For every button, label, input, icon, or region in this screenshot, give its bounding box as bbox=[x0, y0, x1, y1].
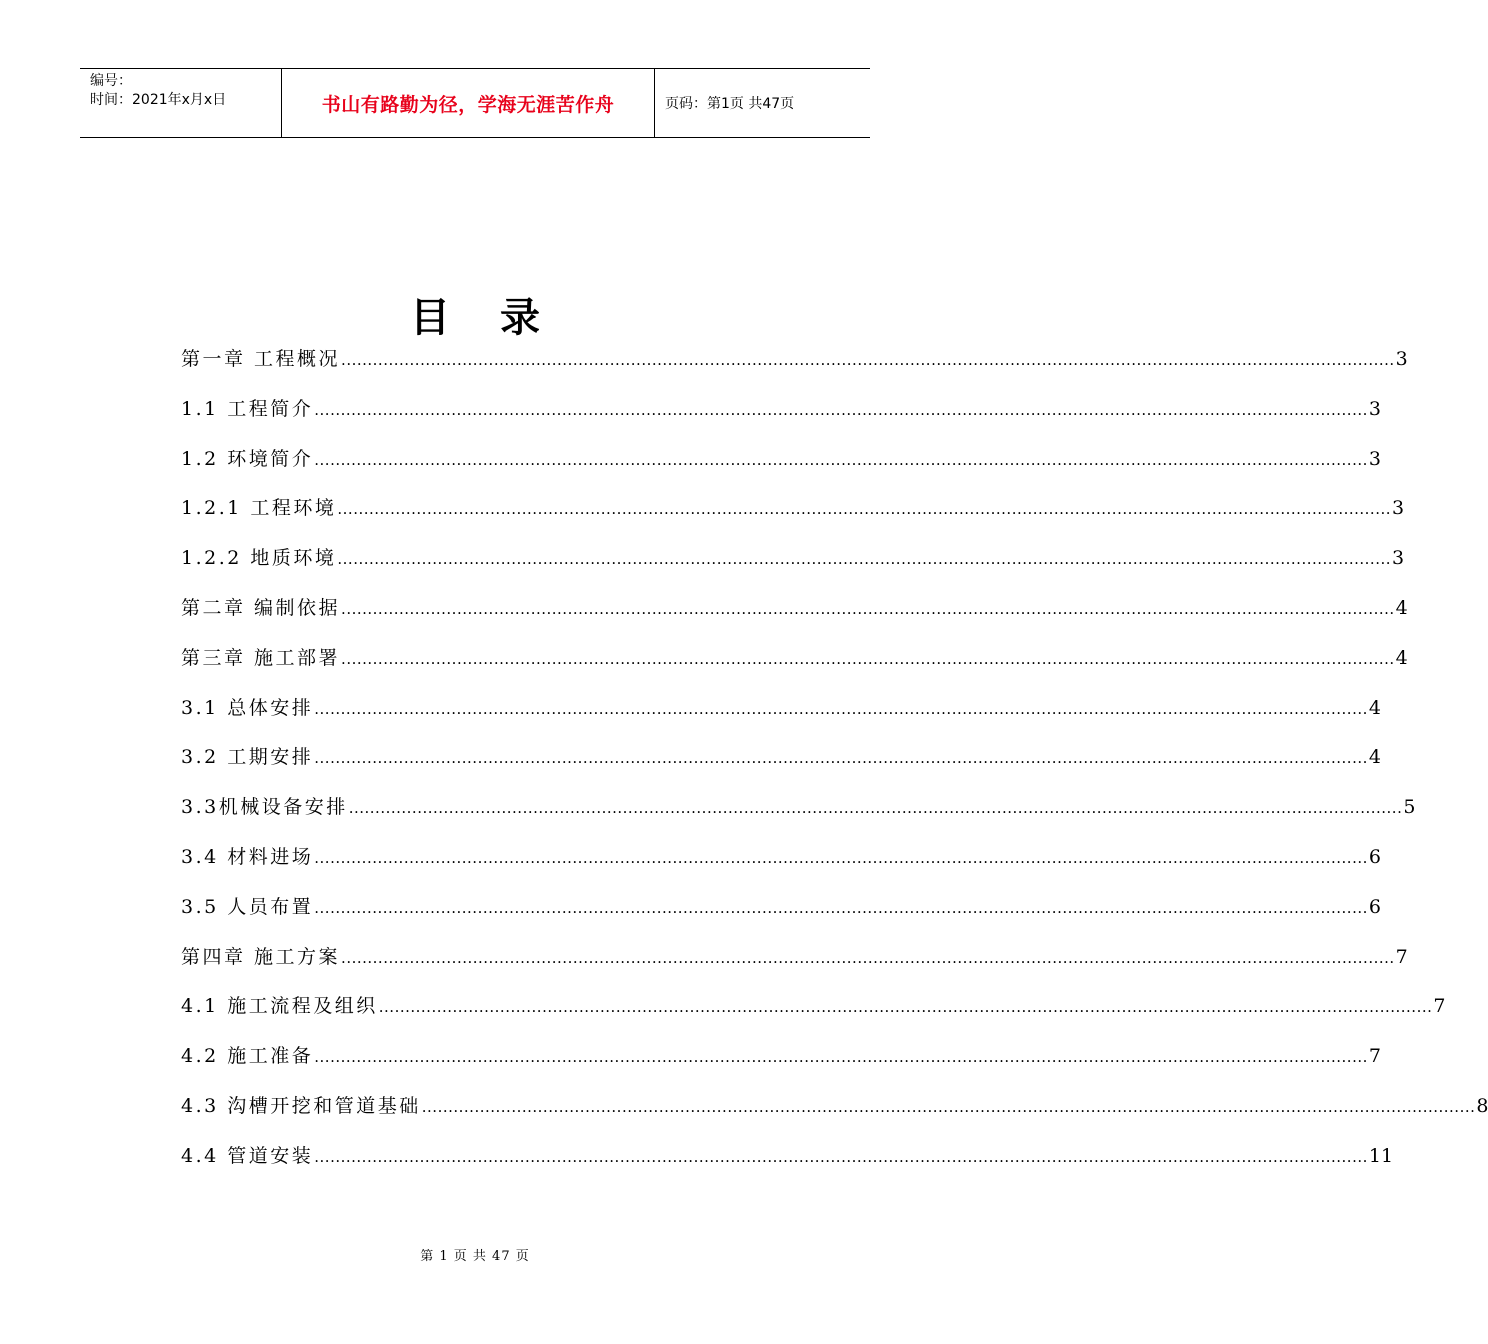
toc-entry-title: 3.5 人员布置 bbox=[181, 895, 314, 918]
toc-leader-dots: ........................................................................................................................................................................................................ bbox=[314, 450, 1368, 469]
toc-entry-page: 7 bbox=[1395, 945, 1408, 968]
document-code-label: 编号： bbox=[90, 73, 132, 89]
toc-leader-dots: ........................................................................................................................................................................................................ bbox=[348, 799, 1403, 818]
toc-entry-page: 3 bbox=[1368, 447, 1381, 470]
toc-entry[interactable] bbox=[181, 1090, 1488, 1140]
page-header bbox=[80, 68, 870, 138]
toc-leader-dots: ........................................................................................................................................................................................................ bbox=[314, 749, 1368, 768]
toc-entry[interactable] bbox=[181, 343, 1408, 393]
toc-entry-page: 3 bbox=[1392, 547, 1405, 570]
document-date: 时间：2021年x月x日 bbox=[90, 92, 227, 108]
toc-entry-title: 3.4 材料进场 bbox=[181, 845, 314, 868]
toc-leader-dots: ........................................................................................................................................................................................................ bbox=[314, 898, 1368, 917]
toc-entry-page: 4 bbox=[1395, 596, 1408, 619]
toc-entry-title: 3.3机械设备安排 bbox=[181, 796, 348, 819]
toc-entry-page: 6 bbox=[1368, 845, 1381, 868]
toc-entry-title: 3.2 工期安排 bbox=[181, 746, 314, 769]
toc-entry-page: 3 bbox=[1395, 348, 1408, 370]
toc-entry-title: 3.1 总体安排 bbox=[181, 696, 314, 719]
toc-entry-title: 1.2 环境简介 bbox=[181, 447, 314, 470]
toc-leader-dots: ........................................................................................................................................................................................................ bbox=[378, 998, 1433, 1017]
toc-entry-page: 11 bbox=[1368, 1144, 1394, 1167]
page-footer: 第 1 页 共 47 页 bbox=[420, 1249, 530, 1264]
toc-entry-page: 7 bbox=[1368, 1045, 1381, 1068]
toc-entry-page: 4 bbox=[1368, 696, 1381, 719]
toc-leader-dots: ........................................................................................................................................................................................................ bbox=[314, 1048, 1368, 1067]
toc-leader-dots: ........................................................................................................................................................................................................ bbox=[341, 649, 1395, 668]
header-page-info: 页码：第1页 共47页 bbox=[665, 96, 795, 112]
toc-entry[interactable] bbox=[181, 841, 1381, 891]
toc-entry-title: 1.2.1 工程环境 bbox=[181, 497, 337, 520]
toc-leader-dots: ........................................................................................................................................................................................................ bbox=[341, 599, 1395, 618]
toc-entry-page: 4 bbox=[1395, 646, 1408, 669]
toc-entry-title: 第一章 工程概况 bbox=[181, 348, 341, 370]
toc-leader-dots: ........................................................................................................................................................................................................ bbox=[421, 1097, 1476, 1116]
toc-leader-dots: ........................................................................................................................................................................................................ bbox=[341, 948, 1395, 967]
toc-leader-dots: ........................................................................................................................................................................................................ bbox=[337, 550, 1392, 569]
toc-entry-title: 4.4 管道安装 bbox=[181, 1144, 314, 1167]
toc-entry-title: 4.1 施工流程及组织 bbox=[181, 995, 378, 1018]
toc-entry-page: 5 bbox=[1403, 796, 1416, 819]
toc-entry-page: 6 bbox=[1368, 895, 1381, 918]
toc-entry[interactable] bbox=[181, 791, 1416, 841]
toc-entry-page: 3 bbox=[1368, 397, 1381, 420]
toc-entry[interactable] bbox=[181, 1140, 1394, 1190]
toc-entry[interactable] bbox=[181, 592, 1408, 642]
toc-entry-page: 8 bbox=[1476, 1094, 1488, 1117]
toc-entry[interactable] bbox=[181, 1040, 1381, 1090]
toc-leader-dots: ........................................................................................................................................................................................................ bbox=[314, 400, 1368, 419]
toc-entry-page: 3 bbox=[1392, 497, 1405, 520]
toc-entry-title: 1.1 工程简介 bbox=[181, 397, 314, 420]
toc-entry[interactable] bbox=[181, 443, 1381, 493]
toc-entry-title: 第三章 施工部署 bbox=[181, 646, 341, 669]
toc-entry-title: 4.3 沟槽开挖和管道基础 bbox=[181, 1094, 421, 1117]
toc-entry[interactable] bbox=[181, 393, 1381, 443]
toc-entry-page: 4 bbox=[1368, 746, 1381, 769]
toc-entry[interactable] bbox=[181, 741, 1381, 791]
toc-leader-dots: ........................................................................................................................................................................................................ bbox=[314, 1147, 1368, 1166]
table-of-contents bbox=[181, 343, 1488, 1190]
toc-entry[interactable] bbox=[181, 990, 1446, 1040]
toc-entry-title: 1.2.2 地质环境 bbox=[181, 547, 337, 570]
toc-entry[interactable] bbox=[181, 692, 1381, 742]
toc-entry-title: 4.2 施工准备 bbox=[181, 1045, 314, 1068]
toc-leader-dots: ........................................................................................................................................................................................................ bbox=[341, 351, 1395, 369]
toc-leader-dots: ........................................................................................................................................................................................................ bbox=[314, 848, 1368, 867]
header-meta bbox=[80, 69, 281, 137]
toc-entry-title: 第二章 编制依据 bbox=[181, 596, 341, 619]
toc-leader-dots: ........................................................................................................................................................................................................ bbox=[337, 500, 1392, 519]
toc-entry[interactable] bbox=[181, 941, 1408, 991]
toc-entry[interactable] bbox=[181, 891, 1381, 941]
header-motto: 书山有路勤为径，学海无涯苦作舟 bbox=[281, 69, 655, 137]
toc-entry-title: 第四章 施工方案 bbox=[181, 945, 341, 968]
toc-entry[interactable] bbox=[181, 642, 1408, 692]
toc-entry-page: 7 bbox=[1433, 995, 1446, 1018]
toc-leader-dots: ........................................................................................................................................................................................................ bbox=[314, 699, 1368, 718]
toc-entry[interactable] bbox=[181, 542, 1405, 592]
toc-entry[interactable] bbox=[181, 492, 1405, 542]
page-title: 目 录 bbox=[410, 295, 558, 341]
